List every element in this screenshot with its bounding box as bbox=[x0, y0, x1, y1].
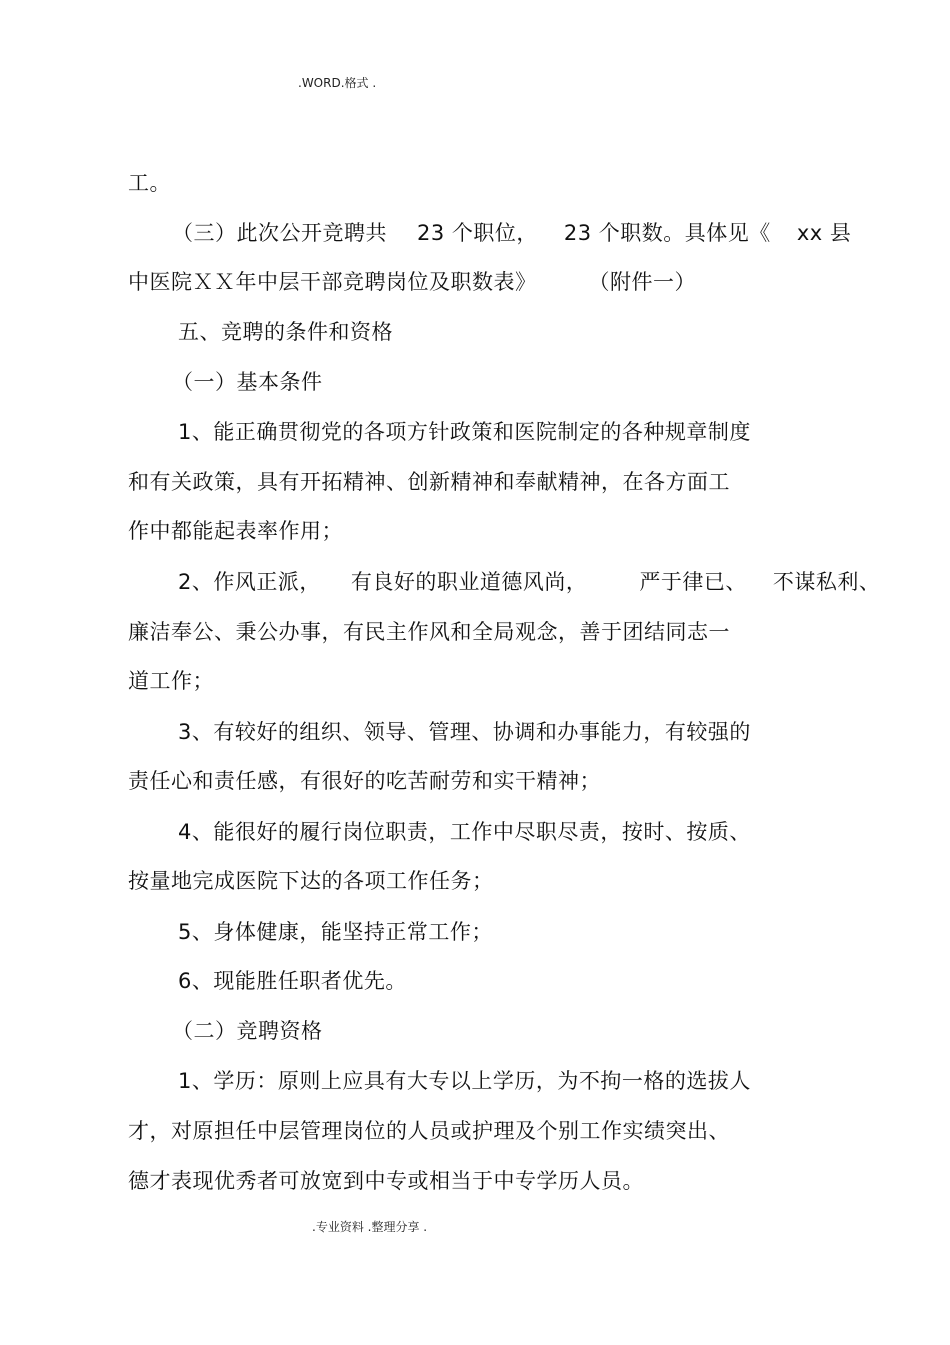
text-line: 按量地完成医院下达的各项工作任务； bbox=[128, 869, 494, 893]
text-segment: （附件一） bbox=[588, 270, 696, 294]
text-line: 责任心和责任感，有很好的吃苦耐劳和实干精神； bbox=[128, 769, 601, 793]
text-segment: 23 个职位， bbox=[417, 221, 538, 245]
text-line bbox=[178, 567, 880, 597]
text-line: 德才表现优秀者可放宽到中专或相当于中专学历人员。 bbox=[128, 1169, 644, 1193]
text-segment: 23 个职数。具体见《 bbox=[563, 221, 771, 245]
text-line: 1、能正确贯彻党的各项方针政策和医院制定的各种规章制度 bbox=[178, 420, 751, 444]
text-line: 道工作； bbox=[128, 669, 214, 693]
text-segment: 不谋私利、 bbox=[772, 570, 881, 594]
subsection-heading: （一）基本条件 bbox=[172, 370, 323, 394]
text-line: 才，对原担任中层管理岗位的人员或护理及个别工作实绩突出、 bbox=[128, 1119, 730, 1143]
text-line: 1、学历：原则上应具有大专以上学历，为不拘一格的选拔人 bbox=[178, 1069, 751, 1093]
text-line: 6、现能胜任职者优先。 bbox=[178, 969, 407, 993]
text-line: 5、身体健康，能坚持正常工作； bbox=[178, 920, 493, 944]
text-segment: 有良好的职业道德风尚， bbox=[350, 570, 588, 594]
text-segment: （三）此次公开竞聘共 bbox=[172, 221, 387, 245]
text-line: 和有关政策，具有开拓精神、创新精神和奉献精神，在各方面工 bbox=[128, 470, 730, 494]
text-segment: 2、作风正派， bbox=[178, 570, 321, 594]
text-line: 廉洁奉公、秉公办事，有民主作风和全局观念，善于团结同志一 bbox=[128, 620, 730, 644]
text-line: 3、有较好的组织、领导、管理、协调和办事能力，有较强的 bbox=[178, 720, 751, 744]
text-line bbox=[172, 218, 851, 248]
text-line: 作中都能起表率作用； bbox=[128, 519, 343, 543]
subsection-heading: （二）竞聘资格 bbox=[172, 1019, 323, 1043]
text-segment: 严于律已、 bbox=[639, 570, 747, 594]
page-footer: .专业资料 .整理分享 . bbox=[312, 1220, 428, 1234]
text-segment: xx 县 bbox=[796, 221, 852, 245]
text-line: 工。 bbox=[128, 171, 171, 195]
text-line: 4、能很好的履行岗位职责，工作中尽职尽责，按时、按质、 bbox=[178, 820, 751, 844]
page-header: .WORD.格式 . bbox=[298, 76, 377, 90]
section-heading: 五、竞聘的条件和资格 bbox=[178, 320, 393, 344]
text-segment: 中医院ＸＸ年中层干部竞聘岗位及职数表》 bbox=[128, 270, 537, 294]
text-line bbox=[128, 267, 696, 297]
